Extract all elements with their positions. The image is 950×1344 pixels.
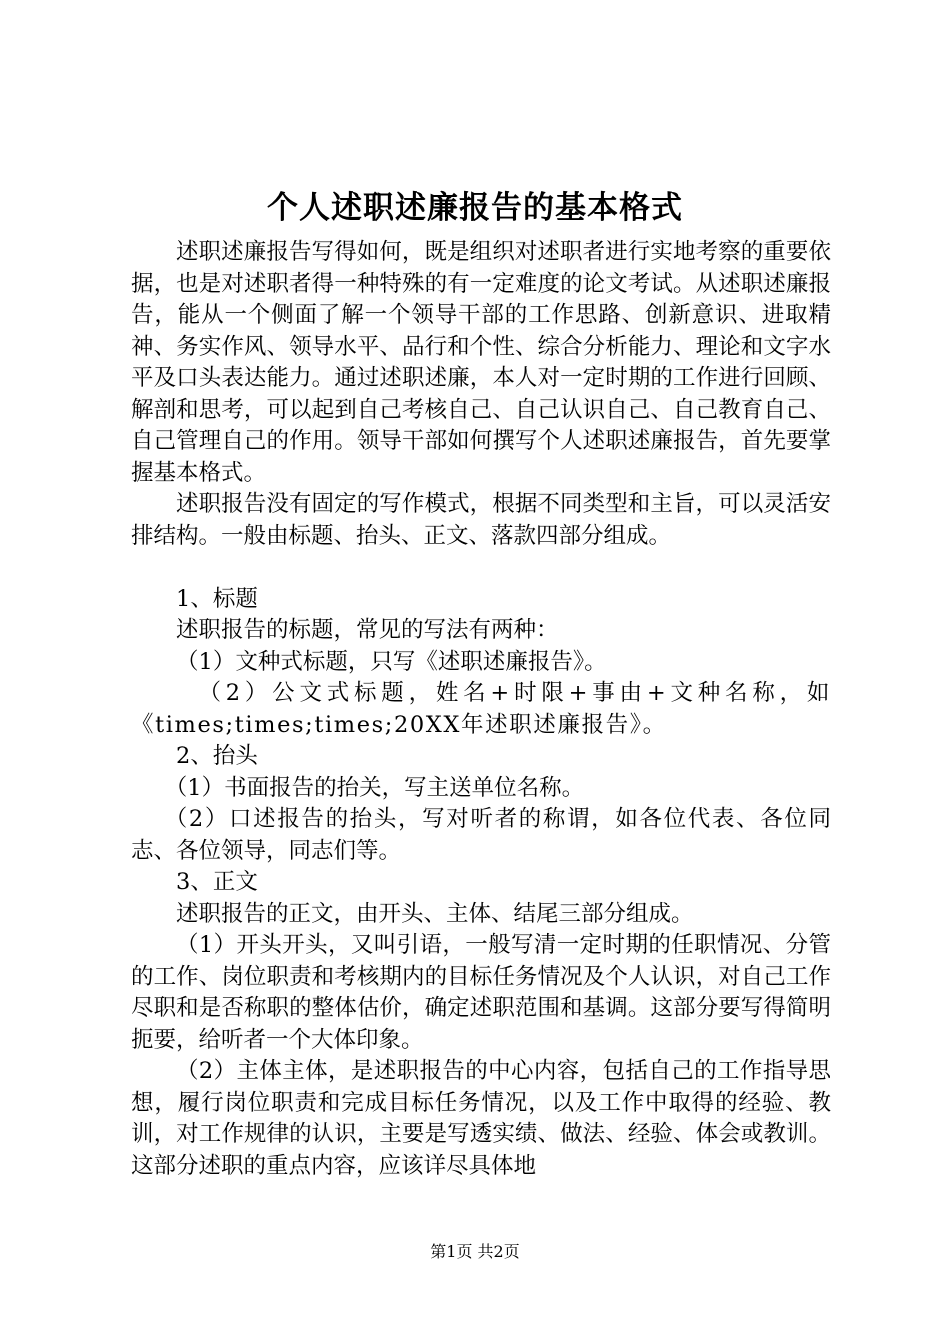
paragraph-body-intro: 述职报告的正文，由开头、主体、结尾三部分组成。 xyxy=(176,900,694,927)
section-heading-body: 3、正文 xyxy=(176,869,258,895)
paragraph-body-opening: （1）开头开头，又叫引语，一般写清一定时期的任职情况、分管的工作、岗位职责和考核期内的目标任务情况及个人认识，对自己工作尽职和是否称职的整体估价，确定述职范围和基调。这部分要写得简明扼要，给听者一个大体印象。 xyxy=(131,932,831,1053)
paragraph-salutation-1: （1）书面报告的抬关，写主送单位名称。 xyxy=(164,774,585,801)
paragraph-title-intro: 述职报告的标题，常见的写法有两种： xyxy=(176,617,559,643)
document-body xyxy=(131,237,831,1182)
paragraph-title-type-2: （2）公文式标题，姓名+时限+事由+文种名称，如《times;times;times;20XX年述职述廉报告》。 xyxy=(131,680,831,738)
paragraph-salutation-2: （2）口述报告的抬头，写对听者的称谓，如各位代表、各位同志、各位领导，同志们等。 xyxy=(131,806,831,864)
document-title: 个人述职述廉报告的基本格式 xyxy=(267,190,683,226)
section-heading-title: 1、标题 xyxy=(176,585,258,612)
blank-line xyxy=(131,552,831,584)
section-heading-salutation: 2、抬头 xyxy=(176,743,258,769)
page-indicator: 第1页 共2页 xyxy=(430,1242,520,1261)
paragraph-structure: 述职报告没有固定的写作模式，根据不同类型和主旨，可以灵活安排结构。一般由标题、抬头、正文、落款四部分组成。 xyxy=(131,491,831,549)
paragraph-body-main: （2）主体主体，是述职报告的中心内容，包括自己的工作指导思想，履行岗位职责和完成目标任务情况，以及工作中取得的经验、教训，对工作规律的认识，主要是写透实绩、做法、经验、体会或教训。这部分述职的重点内容，应该详尽具体地 xyxy=(131,1058,831,1179)
paragraph-intro: 述职述廉报告写得如何，既是组织对述职者进行实地考察的重要依据，也是对述职者得一种特殊的有一定难度的论文考试。从述职述廉报告，能从一个侧面了解一个领导干部的工作思路、创新意识、进取精神、务实作风、领导水平、品行和个性、综合分析能力、理论和文字水平及口头表达能力。通过述职述廉，本人对一定时期的工作进行回顾、解剖和思考，可以起到自己考核自己、自己认识自己、自己教育自己、自己管理自己的作用。领导干部如何撰写个人述职述廉报告，首先要掌握基本格式。 xyxy=(131,239,831,486)
paragraph-title-type-1: （1）文种式标题，只写《述职述廉报告》。 xyxy=(176,648,607,675)
